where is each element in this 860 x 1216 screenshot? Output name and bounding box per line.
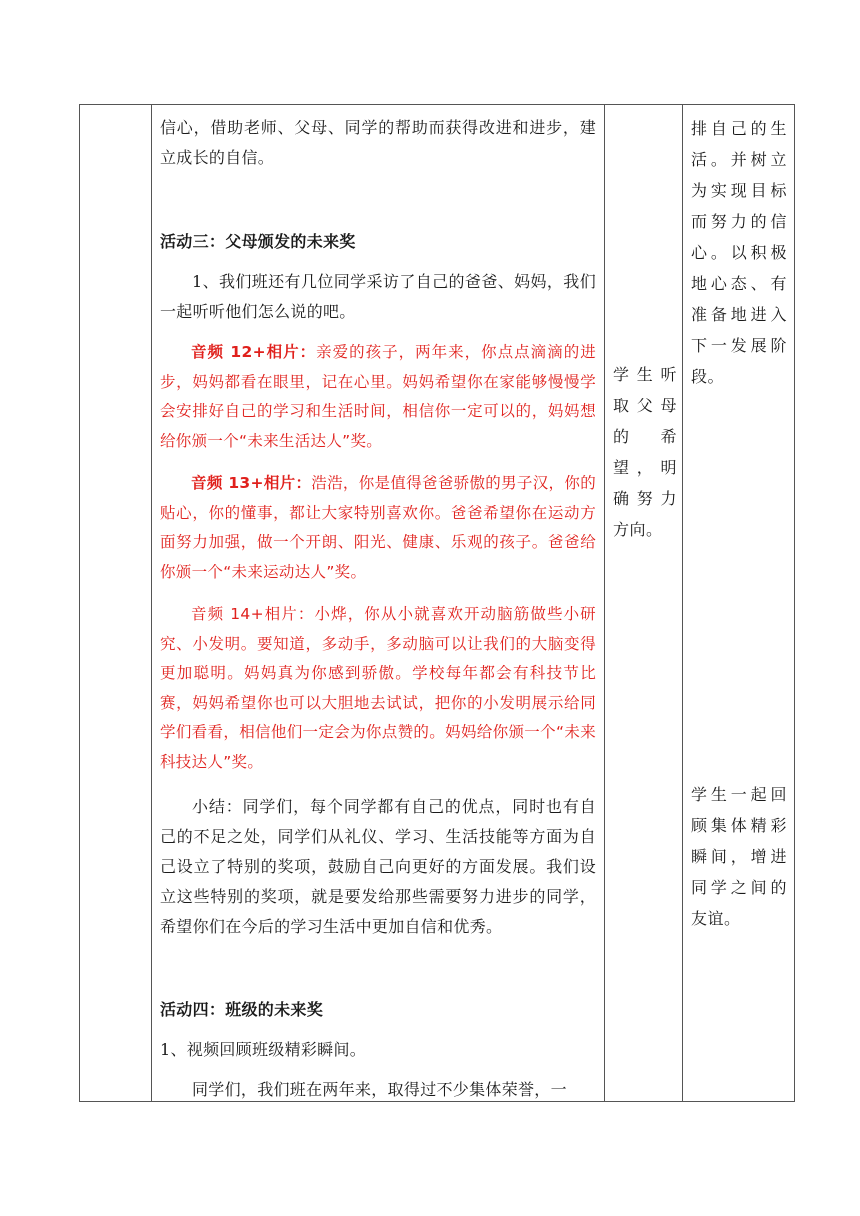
audio12-text: 亲爱的孩子，两年来，你点点滴滴的进步，妈妈都看在眼里，记在心里。妈妈希望你在家能够慢慢学会安排好自己的学习和生活时间，相信你一定可以的，妈妈想给你颁一个“未来生活达人”奖。	[160, 343, 597, 450]
audio13-label: 音频 13+相片：	[191, 474, 312, 492]
activity4-paragraph-2: 同学们，我们班在两年来，取得过不少集体荣誉，一	[192, 1080, 567, 1099]
intro-paragraph: 信心，借助老师、父母、同学的帮助而获得改进和进步，建立成长的自信。	[160, 118, 596, 167]
audio13-block	[160, 469, 596, 587]
teaching-process-column	[152, 105, 604, 1101]
goal-note-1: 排自己的生活。并树立为实现目标而努力的信心。以积极地心态、有准备地进入下一发展阶段。	[691, 119, 787, 386]
lesson-table	[79, 104, 795, 1102]
audio13-text: 浩浩，你是值得爸爸骄傲的男子汉，你的贴心，你的懂事，都让大家特别喜欢你。爸爸希望你在运动方面努力加强，做一个开朗、阳光、健康、乐观的孩子。爸爸给你颁一个“未来运动达人”奖。	[160, 474, 596, 581]
design-intent-column	[683, 105, 794, 1101]
activity4-paragraph: 1、视频回顾班级精彩瞬间。	[160, 1040, 367, 1059]
activity3-paragraph: 1、我们班还有几位同学采访了自己的爸爸、妈妈，我们一起听听他们怎么说的吧。	[160, 272, 596, 321]
goal-note-2: 学生一起回顾集体精彩瞬间，增进同学之间的友谊。	[691, 785, 787, 928]
summary-paragraph: 小结：同学们，每个同学都有自己的优点，同时也有自己的不足之处，同学们从礼仪、学习、生活技能等方面为自己设立了特别的奖项，鼓励自己向更好的方面发展。我们设立这些特别的奖项，就是要发给那些需要努力进步的同学，希望你们在今后的学习生活中更加自信和优秀。	[160, 797, 596, 936]
audio12-label: 音频 12+相片：	[191, 343, 317, 361]
student-activity-column	[605, 105, 682, 1101]
activity4-title: 活动四：班级的未来奖	[160, 1000, 324, 1019]
activity3-title: 活动三：父母颁发的未来奖	[160, 232, 356, 251]
student-note-1: 学生听取父母的希望，明确努力方向。	[613, 365, 677, 539]
audio14-block: 音频 14+相片：小烨，你从小就喜欢开动脑筋做些小研究、小发明。要知道，多动手，多动脑可以让我们的大脑变得更加聪明。妈妈真为你感到骄傲。学校每年都会有科技节比赛，妈妈希望你也可以大胆地去试试，把你的小发明展示给同学们看看，相信他们一定会为你点赞的。妈妈给你颁一个“未来科技达人”奖。	[160, 605, 596, 771]
audio12-block	[160, 338, 596, 456]
